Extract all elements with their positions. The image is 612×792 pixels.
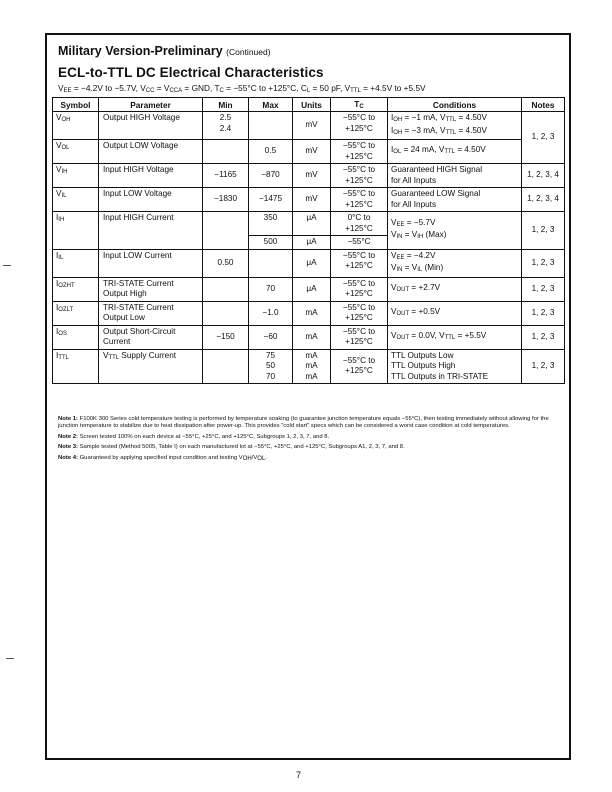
col-header-min: Min bbox=[203, 98, 249, 112]
parameter-cell: Input HIGH Voltage bbox=[99, 164, 203, 188]
notes-cell: 1, 2, 3 bbox=[522, 325, 565, 349]
units-cell: mV bbox=[293, 164, 331, 188]
test-conditions: $V_{EE} = -4.2V$ to −5.7V, $V_{CC} = V_{CCA}$ = GND, $T_C = -55^\circ C$ to +125°C, $C_L = 50$ pF, $V_{TTL} = +4.5V$ to +5.5V bbox=[58, 83, 426, 94]
symbol-cell: $I_{OS}$ bbox=[53, 325, 99, 349]
max-cell: −1475 bbox=[249, 188, 293, 212]
max-cell: −60 bbox=[249, 325, 293, 349]
max-cell: 75 50 70 bbox=[249, 349, 293, 384]
min-cell bbox=[203, 301, 249, 325]
notes-cell: 1, 2, 3, 4 bbox=[522, 188, 565, 212]
col-header-symbol: Symbol bbox=[53, 98, 99, 112]
conditions-cell: $V_{EE} = -5.7V$ $V_{IN} = V_{IH}$ (Max) bbox=[388, 212, 522, 250]
max-cell: 350 bbox=[249, 212, 293, 236]
parameter-cell: Output LOW Voltage bbox=[99, 140, 203, 164]
parameter-cell: Input LOW Current bbox=[99, 249, 203, 277]
notes-cell: 1, 2, 3 bbox=[522, 212, 565, 250]
notes-cell: 1, 2, 3 bbox=[522, 349, 565, 384]
table-header-row bbox=[53, 98, 565, 112]
symbol-cell: $I_{IL}$ bbox=[53, 249, 99, 277]
units-cell: mV bbox=[293, 188, 331, 212]
table-row bbox=[53, 140, 565, 164]
max-cell bbox=[249, 112, 293, 140]
table-row bbox=[53, 164, 565, 188]
max-cell: 0.5 bbox=[249, 140, 293, 164]
note-4: Note 4: Guaranteed by applying specified input condition and testing $V_{OH}/V_{OL}$. bbox=[58, 455, 267, 463]
table-row bbox=[53, 349, 565, 384]
table-row bbox=[53, 249, 565, 277]
symbol-cell: $I_{IH}$ bbox=[53, 212, 99, 250]
parameter-cell: Output HIGH Voltage bbox=[99, 112, 203, 140]
table-row bbox=[53, 301, 565, 325]
units-cell: mV bbox=[293, 140, 331, 164]
conditions-cell: TTL Outputs Low TTL Outputs High TTL Outputs in TRI-STATE bbox=[388, 349, 522, 384]
notes-cell: 1, 2, 3, 4 bbox=[522, 164, 565, 188]
continued-label: (Continued) bbox=[226, 47, 271, 57]
table-row bbox=[53, 112, 565, 140]
max-cell: −870 bbox=[249, 164, 293, 188]
symbol-cell: $I_{OZLT}$ bbox=[53, 301, 99, 325]
conditions-cell: $I_{OL} = 24$ mA, $V_{TTL} = 4.50V$ bbox=[388, 140, 522, 164]
units-cell: μA bbox=[293, 212, 331, 236]
max-cell bbox=[249, 249, 293, 277]
max-cell: 70 bbox=[249, 277, 293, 301]
min-cell: −150 bbox=[203, 325, 249, 349]
tc-cell: −55°C to +125°C bbox=[331, 164, 388, 188]
parameter-cell: $V_{TTL}$ Supply Current bbox=[99, 349, 203, 384]
tc-cell: −55°C to +125°C bbox=[331, 112, 388, 140]
margin-tick-mark bbox=[6, 658, 14, 659]
page-title: Military Version-Preliminary (Continued) bbox=[58, 44, 271, 58]
min-cell: 0.50 bbox=[203, 249, 249, 277]
col-header-conditions: Conditions bbox=[388, 98, 522, 112]
table-row bbox=[53, 277, 565, 301]
note-1: Note 1: F100K 300 Series cold temperature testing is performed by temperature soaking (to guarantee junction temperature equals −55°C), then testing immediately without allowing for the junction temperature to stabilize due to heat dissipation after power-up. This provides "cold start" specs which can be considered a worst case condition at cold temperatures. bbox=[58, 416, 549, 430]
table-row bbox=[53, 188, 565, 212]
tc-cell: −55°C to +125°C bbox=[331, 277, 388, 301]
notes-cell: 1, 2, 3 bbox=[522, 301, 565, 325]
margin-tick-mark bbox=[3, 265, 11, 266]
conditions-cell: $V_{OUT} = +0.5V$ bbox=[388, 301, 522, 325]
units-cell: mA bbox=[293, 325, 331, 349]
min-cell bbox=[203, 277, 249, 301]
table-row bbox=[53, 212, 565, 236]
symbol-cell: $V_{OH}$ bbox=[53, 112, 99, 140]
conditions-cell: Guaranteed LOW Signal for All Inputs bbox=[388, 188, 522, 212]
col-header-notes: Notes bbox=[522, 98, 565, 112]
units-cell: μA bbox=[293, 277, 331, 301]
parameter-cell: TRI-STATE Current Output High bbox=[99, 277, 203, 301]
min-cell: −1830 bbox=[203, 188, 249, 212]
notes-cell: 1, 2, 3 bbox=[522, 277, 565, 301]
tc-cell: −55°C bbox=[331, 236, 388, 250]
units-cell: mV bbox=[293, 112, 331, 140]
page-number: 7 bbox=[296, 770, 302, 780]
col-header-parameter: Parameter bbox=[99, 98, 203, 112]
symbol-cell: $V_{IL}$ bbox=[53, 188, 99, 212]
min-cell: −1165 bbox=[203, 164, 249, 188]
symbol-cell: $I_{TTL}$ bbox=[53, 349, 99, 384]
conditions-cell: Guaranteed HIGH Signal for All Inputs bbox=[388, 164, 522, 188]
characteristics-table bbox=[52, 97, 565, 384]
notes-cell: 1, 2, 3 bbox=[522, 249, 565, 277]
conditions-cell: $I_{OH} = -1$ mA, $V_{TTL} = 4.50V$ $I_{OH} = -3$ mA, $V_{TTL} = 4.50V$ bbox=[388, 112, 522, 140]
symbol-cell: $V_{OL}$ bbox=[53, 140, 99, 164]
col-header-units: Units bbox=[293, 98, 331, 112]
tc-cell: −55°C to +125°C bbox=[331, 249, 388, 277]
tc-cell: −55°C to +125°C bbox=[331, 188, 388, 212]
conditions-cell: $V_{OUT} = 0.0V$, $V_{TTL} = +5.5V$ bbox=[388, 325, 522, 349]
min-cell bbox=[203, 212, 249, 250]
units-cell: μA bbox=[293, 236, 331, 250]
table-row bbox=[53, 325, 565, 349]
min-cell bbox=[203, 140, 249, 164]
tc-cell: −55°C to +125°C bbox=[331, 301, 388, 325]
min-cell: 2.5 2.4 bbox=[203, 112, 249, 140]
parameter-cell: Input HIGH Current bbox=[99, 212, 203, 250]
note-2: Note 2: Screen tested 100% on each device at −55°C, +25°C, and +125°C, Subgroups 1, 2, 3, 7, and 8. bbox=[58, 433, 330, 440]
conditions-cell: $V_{EE} = -4.2V$ $V_{IN} = V_{IL}$ (Min) bbox=[388, 249, 522, 277]
tc-cell: 0°C to +125°C bbox=[331, 212, 388, 236]
max-cell: 500 bbox=[249, 236, 293, 250]
col-header-max: Max bbox=[249, 98, 293, 112]
min-cell bbox=[203, 349, 249, 384]
tc-cell: −55°C to +125°C bbox=[331, 349, 388, 384]
parameter-cell: Input LOW Voltage bbox=[99, 188, 203, 212]
units-cell: μA bbox=[293, 249, 331, 277]
parameter-cell: TRI-STATE Current Output Low bbox=[99, 301, 203, 325]
tc-cell: −55°C to +125°C bbox=[331, 140, 388, 164]
symbol-cell: $V_{IH}$ bbox=[53, 164, 99, 188]
notes-cell: 1, 2, 3 bbox=[522, 112, 565, 164]
units-cell: mA bbox=[293, 301, 331, 325]
tc-cell: −55°C to +125°C bbox=[331, 325, 388, 349]
units-cell: mA mA mA bbox=[293, 349, 331, 384]
max-cell: −1.0 bbox=[249, 301, 293, 325]
footnotes bbox=[58, 416, 558, 467]
symbol-cell: $I_{OZHT}$ bbox=[53, 277, 99, 301]
note-3: Note 3: Sample tested (Method 5005, Table I) on each manufactured lot at −55°C, +25°C, and +125°C, Subgroups A1, 2, 3, 7, and 8. bbox=[58, 444, 405, 451]
section-title: ECL-to-TTL DC Electrical Characteristics bbox=[58, 65, 324, 80]
col-header-tc: $T_C$ bbox=[331, 98, 388, 112]
conditions-cell: $V_{OUT} = +2.7V$ bbox=[388, 277, 522, 301]
parameter-cell: Output Short-Circuit Current bbox=[99, 325, 203, 349]
